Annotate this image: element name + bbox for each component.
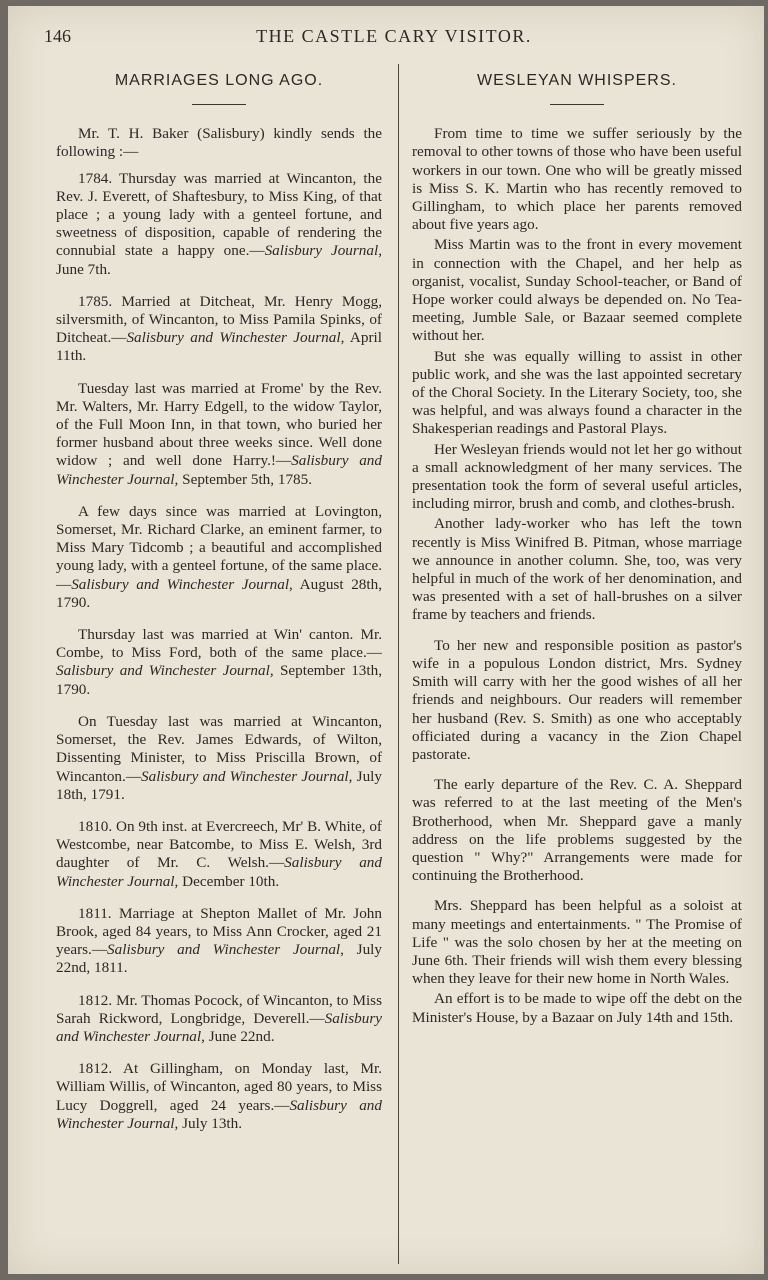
page (8, 6, 764, 1274)
marriage-entry (56, 992, 382, 1047)
entry-text: A few days since was married at Lovington, Somerset, Mr. Richard Clarke, an eminent farmer, to Miss Mary Tidcomb ; a beautiful and accomplished young lady, with a genteel fortune, of the same place.— (56, 502, 382, 593)
entry-source: Salisbury and Winchester Journal (71, 575, 290, 593)
entry-text: Tuesday last was married at Frome' by the Rev. Mr. Walters, Mr. Harry Edgell, to the widow Taylor, of the Full Moon Inn, in that town, who buried her former husband about three weeks since. Well done widow ; and well done Harry.!— (56, 379, 382, 470)
wesleyan-paragraph: An effort is to be made to wipe off the debt on the Minister's House, by a Bazaar on July 14th and 15th. (412, 990, 742, 1026)
marriages-intro: Mr. T. H. Baker (Salisbury) kindly sends the following :— (56, 125, 382, 161)
heading-rule (550, 104, 604, 105)
entry-date: , September 13th, 1790. (56, 662, 382, 698)
entry-source: Salisbury and Winchester Journal (56, 452, 382, 488)
wesleyan-paragraph: To her new and responsible position as pastor's wife in a populous London district, Mrs. Sydney Smith will carry with her the good wishes of all her friends and neighbours. Our readers will remember her husband (Rev. S. Smith) as one who acceptably officiated during a vacancy in the Zion Chapel pastorate. (412, 636, 742, 763)
entry-source: Salisbury Journal (264, 242, 379, 260)
entry-source: Salisbury and Winchester Journal (107, 941, 341, 959)
entry-source: Salisbury and Winchester Journal (126, 329, 341, 347)
running-title: THE CASTLE CARY VISITOR. (256, 26, 532, 46)
page-number: 146 (44, 26, 71, 46)
marriage-entry (56, 293, 382, 366)
entry-date: , December 10th. (174, 872, 280, 890)
entry-date: , June 22nd. (201, 1027, 275, 1045)
entry-text: On Tuesday last was married at Wincanton, Somerset, the Rev. James Edwards, of Wilton, Dissenting Minister, to Miss Priscilla Brown, of Wincanton.— (56, 712, 382, 785)
entry-text: 1784. Thursday was married at Wincanton, the Rev. J. Everett, of Shaftesbury, to Miss King, of that place ; a young lady with a genteel fortune, and sweetness of disposition, capable of rendering the connubial state a happy one.— (56, 169, 382, 260)
marriage-entry (56, 170, 382, 279)
marriage-entries (56, 170, 382, 1133)
marriage-entry (56, 1060, 382, 1133)
entry-text: 1810. On 9th inst. at Evercreech, Mr' B. White, of Westcombe, near Batcombe, to Miss E. Welsh, 3rd daughter of Mr. C. Welsh.— (56, 817, 382, 872)
wesleyan-paragraph: But she was equally willing to assist in other public work, and she was the last appointed secretary of the Choral Society. In the Literary Society, too, she was helpful, and was always found a character in the Shakesperian readings and Pastoral Plays. (412, 347, 742, 438)
wesleyan-paragraph: Mrs. Sheppard has been helpful as a soloist at many meetings and entertainments. " The Promise of Life " was the solo chosen by her at the meeting on June 6th. Their friends will wish them every blessing when they leave for their new home in North Wales. (412, 897, 742, 988)
wesleyan-paragraph: Miss Martin was to the front in every movement in connection with the Chapel, and her help as organist, vocalist, Sunday School-teacher, or Band of Hope worker could always be depended on. No Tea-meeting, Jumble Sale, or Bazaar seemed complete without her. (412, 236, 742, 345)
entry-date: , June 7th. (56, 242, 382, 278)
entry-date: , July 13th. (174, 1114, 243, 1132)
entry-date: , September 5th, 1785. (174, 470, 313, 488)
entry-date: , July 18th, 1791. (56, 767, 382, 803)
entry-source: Salisbury and Winchester Journal (56, 662, 270, 680)
wesleyan-paragraph: Another lady-worker who has left the town recently is Miss Winifred B. Pitman, whose marriage we announce in another column. She, too, was very helpful in much of the work of her denomination, and was presented with a set of hall-brushes on a silver frame by teachers and friends. (412, 515, 742, 624)
entry-source: Salisbury and Winchester Journal (56, 1096, 382, 1132)
entry-source: Salisbury and Winchester Journal (56, 854, 382, 890)
entry-text: 1785. Married at Ditcheat, Mr. Henry Mogg, silversmith, of Wincanton, to Miss Pamila Spinks, of Ditcheat.— (56, 292, 382, 347)
entry-date: , August 28th, 1790. (56, 575, 382, 611)
entry-text: Thursday last was married at Win' canton. Mr. Combe, to Miss Ford, both of the same place.— (56, 626, 382, 662)
marriage-entry (56, 905, 382, 978)
entry-date: , July 22nd, 1811. (56, 941, 382, 977)
entry-source: Salisbury and Winchester Journal (141, 767, 349, 785)
wesleyan-paragraph: From time to time we suffer seriously by the removal to other towns of those who have been useful workers in our town. One who will be greatly missed is Miss S. K. Martin who has recently removed to Gillingham, to which place her parents removed about five years ago. (412, 125, 742, 234)
wesleyan-heading: WESLEYAN WHISPERS. (477, 72, 677, 89)
wesleyan-paragraphs (412, 125, 742, 1027)
marriage-entry (56, 713, 382, 804)
wesleyan-paragraph: The early departure of the Rev. C. A. Sheppard was referred to at the last meeting of the Men's Brotherhood, when Mr. Sheppard gave a manly address on the life problems suggested by the question " Why?" Arrangements were made for continuing the Brotherhood. (412, 776, 742, 885)
entry-date: , April 11th. (56, 329, 382, 365)
entry-text: 1812. Mr. Thomas Pocock, of Wincanton, to Miss Sarah Rickword, Longbridge, Deverell.— (56, 991, 382, 1027)
marriages-heading: MARRIAGES LONG AGO. (114, 72, 324, 89)
entry-text: 1811. Marriage at Shepton Mallet of Mr. John Brook, aged 84 years, to Miss Ann Crocker, aged 21 years.— (56, 904, 382, 959)
column-divider (398, 64, 399, 1264)
marriage-entry (56, 818, 382, 891)
wesleyan-paragraph: Her Wesleyan friends would not let her go without a small acknowledgment of her many services. The presentation took the form of several useful articles, including mirror, brush and comb, and clothes-brush. (412, 440, 742, 513)
wesleyan-column (412, 72, 742, 1029)
heading-rule (192, 104, 246, 105)
marriage-entry (56, 626, 382, 699)
marriage-entry (56, 380, 382, 489)
marriages-column (56, 72, 382, 1147)
page-header (44, 26, 744, 52)
entry-source: Salisbury and Winchester Journal (56, 1009, 382, 1045)
marriage-entry (56, 503, 382, 612)
entry-text: 1812. At Gillingham, on Monday last, Mr. William Willis, of Wincanton, aged 80 years, to Miss Lucy Doggrell, aged 24 years.— (56, 1060, 382, 1114)
